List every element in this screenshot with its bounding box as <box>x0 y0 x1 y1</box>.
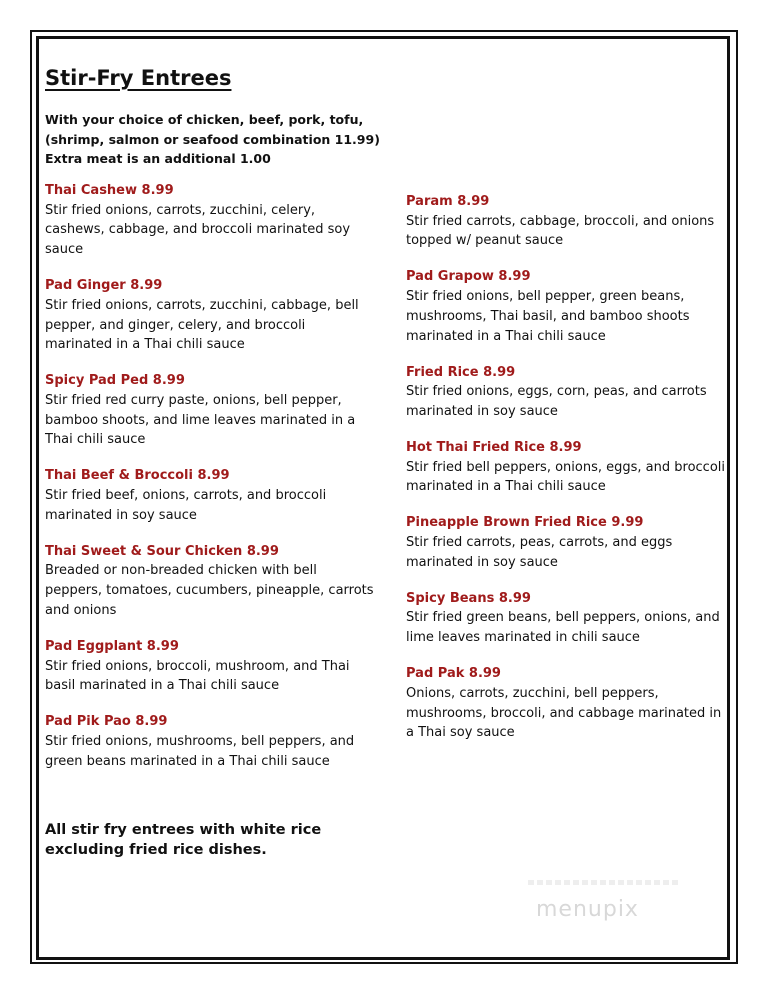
menu-item-description: Stir fried onions, carrots, zucchini, cabbage, bell pepper, and ginger, celery, and broccoli marinated in a Thai chili sauce <box>45 297 359 353</box>
menu-item <box>45 542 375 621</box>
menu-item <box>406 513 731 572</box>
menu-item-description: Stir fried carrots, peas, carrots, and eggs marinated in soy sauce <box>406 535 673 570</box>
menu-item <box>406 589 731 648</box>
right-menu-column <box>406 192 731 759</box>
footer-line: excluding fried rice dishes. <box>45 841 267 858</box>
menu-item-description: Stir fried bell peppers, onions, eggs, and broccoli marinated in a Thai chili sauce <box>406 459 725 495</box>
menu-item-title: Pad Grapow 8.99 <box>406 269 531 285</box>
menu-item-title: Hot Thai Fried Rice 8.99 <box>406 439 582 455</box>
menu-item-title: Pineapple Brown Fried Rice 9.99 <box>406 515 644 531</box>
menu-item-title: Thai Sweet & Sour Chicken 8.99 <box>45 543 279 559</box>
menu-item <box>45 637 375 696</box>
menu-item-description: Stir fried beef, onions, carrots, and broccoli marinated in soy sauce <box>45 488 327 523</box>
menu-item-title: Pad Ginger 8.99 <box>45 278 163 294</box>
menu-item-title: Pad Pik Pao 8.99 <box>45 714 168 730</box>
menu-item-title: Thai Cashew 8.99 <box>45 183 174 198</box>
menu-item <box>45 276 375 355</box>
menu-item-title: Spicy Pad Ped 8.99 <box>45 373 185 389</box>
footer-note <box>45 821 365 860</box>
menu-item-description: Onions, carrots, zucchini, bell peppers, mushrooms, broccoli, and cabbage marinated in a Thai soy sauce <box>406 685 722 741</box>
menu-item-description: Stir fried onions, bell pepper, green beans, mushrooms, Thai basil, and bamboo shoots marinated in a Thai chili sauce <box>406 289 690 344</box>
watermark-logo: menupix <box>536 897 639 922</box>
menu-item <box>406 363 731 422</box>
menu-item <box>45 466 375 525</box>
menu-item-title: Param 8.99 <box>406 194 490 209</box>
menu-item-title: Pad Pak 8.99 <box>406 666 501 682</box>
menu-item <box>406 438 731 497</box>
menu-item-description: Stir fried onions, eggs, corn, peas, and carrots marinated in soy sauce <box>406 384 707 419</box>
menu-item-description: Stir fried onions, mushrooms, bell peppers, and green beans marinated in a Thai chili sauce <box>45 733 355 769</box>
watermark-decoration <box>528 880 678 885</box>
intro-line: With your choice of chicken, beef, pork, tofu, <box>45 112 364 127</box>
menu-item <box>45 712 375 771</box>
menu-item-description: Stir fried green beans, bell peppers, onions, and lime leaves marinated in chili sauce <box>406 610 720 646</box>
intro-line: (shrimp, salmon or seafood combination 11.99) <box>45 131 380 147</box>
menu-item-description: Stir fried carrots, cabbage, broccoli, and onions topped w/ peanut sauce <box>406 213 715 249</box>
menu-item <box>406 267 731 346</box>
left-menu-column <box>45 181 375 788</box>
menu-item-description: Breaded or non-breaded chicken with bell peppers, tomatoes, cucumbers, pineapple, carrots and onions <box>45 563 374 618</box>
footer-line: All stir fry entrees with white rice <box>45 822 322 838</box>
intro-line: Extra meat is an additional 1.00 <box>45 151 271 166</box>
menu-item-description: Stir fried onions, broccoli, mushroom, and Thai basil marinated in a Thai chili sauce <box>45 658 350 694</box>
intro-text <box>45 110 380 169</box>
menu-item <box>406 664 731 743</box>
menu-item-title: Pad Eggplant 8.99 <box>45 638 179 654</box>
page-title: Stir-Fry Entrees <box>45 66 232 90</box>
menu-item-description: Stir fried onions, carrots, zucchini, celery, cashews, cabbage, and broccoli marinated soy sauce <box>45 202 351 258</box>
menu-item <box>45 181 375 260</box>
menu-item <box>406 192 731 251</box>
menu-item-title: Fried Rice 8.99 <box>406 364 516 380</box>
menu-item-description: Stir fried red curry paste, onions, bell pepper, bamboo shoots, and lime leaves marinated in a Thai chili sauce <box>45 392 356 448</box>
menu-item-title: Spicy Beans 8.99 <box>406 590 531 606</box>
menu-item-title: Thai Beef & Broccoli 8.99 <box>45 468 230 484</box>
menu-item <box>45 371 375 450</box>
